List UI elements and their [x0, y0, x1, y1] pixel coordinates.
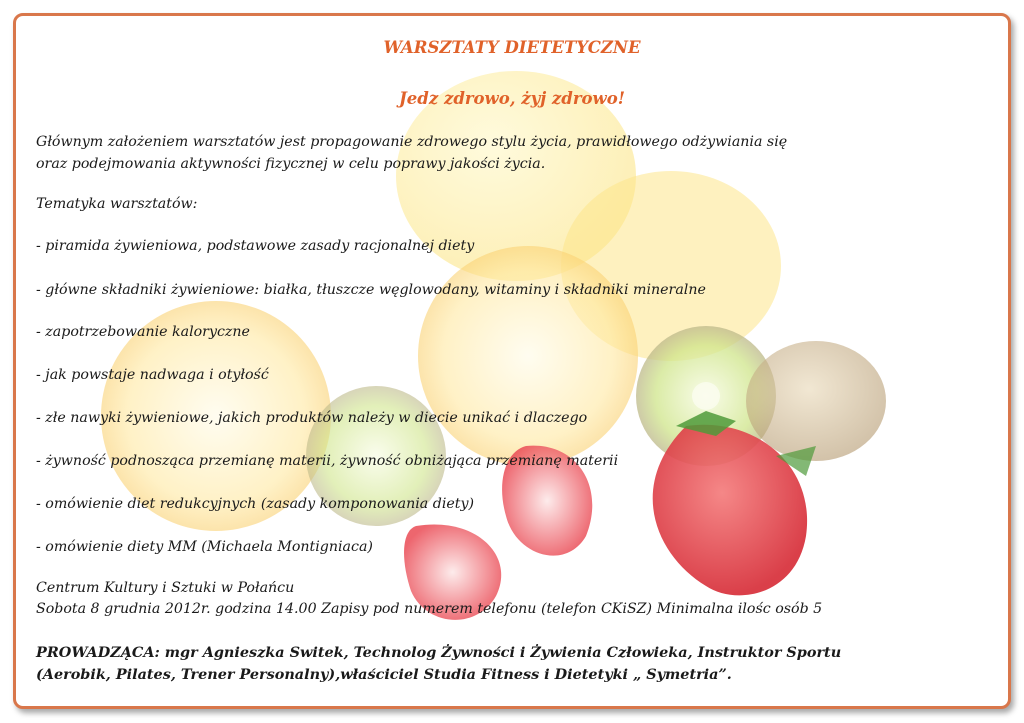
topic-item: - główne składniki żywieniowe: białka, tłuszcze węglowodany, witaminy i składniki mineralne: [36, 282, 706, 298]
topic-item: - zapotrzebowanie kaloryczne: [36, 324, 250, 340]
schedule-text: Sobota 8 grudnia 2012r. godzina 14.00 Zapisy pod numerem telefonu (telefon CKiSZ) Minimalna ilośc osób 5: [36, 601, 823, 617]
poster-frame: [13, 13, 1011, 709]
topic-item: - złe nawyki żywieniowe, jakich produktów należy w diecie unikać i dlaczego: [36, 410, 588, 426]
topic-item: - piramida żywieniowa, podstawowe zasady racjonalnej diety: [36, 238, 475, 254]
poster-content: [16, 16, 1008, 706]
intro-line-2: oraz podejmowania aktywności fizycznej w celu poprawy jakości życia.: [36, 156, 546, 172]
intro-line-1: Głównym założeniem warsztatów jest propagowanie zdrowego stylu życia, prawidłowego odżywiania się: [36, 134, 788, 150]
page-title: WARSZTATY DIETETYCZNE: [383, 38, 641, 57]
topic-item: - omówienie diet redukcyjnych (zasady komponowania diety): [36, 496, 475, 512]
topic-item: - jak powstaje nadwaga i otyłość: [36, 367, 269, 383]
page-subtitle: Jedz zdrowo, żyj zdrowo!: [399, 89, 625, 108]
host-line-1: PROWADZĄCA: mgr Agnieszka Switek, Technolog Żywności i Żywienia Człowieka, Instruktor Sportu: [36, 644, 842, 661]
topics-heading: Tematyka warsztatów:: [36, 196, 198, 212]
host-line-2: (Aerobik, Pilates, Trener Personalny),właściciel Studia Fitness i Dietetyki „ Symetria”.: [36, 666, 732, 683]
topic-item: - omówienie diety MM (Michaela Montigniaca): [36, 539, 373, 555]
venue-text: Centrum Kultury i Sztuki w Połańcu: [36, 580, 295, 596]
topic-item: - żywność podnosząca przemianę materii, żywność obniżająca przemianę materii: [36, 453, 619, 469]
